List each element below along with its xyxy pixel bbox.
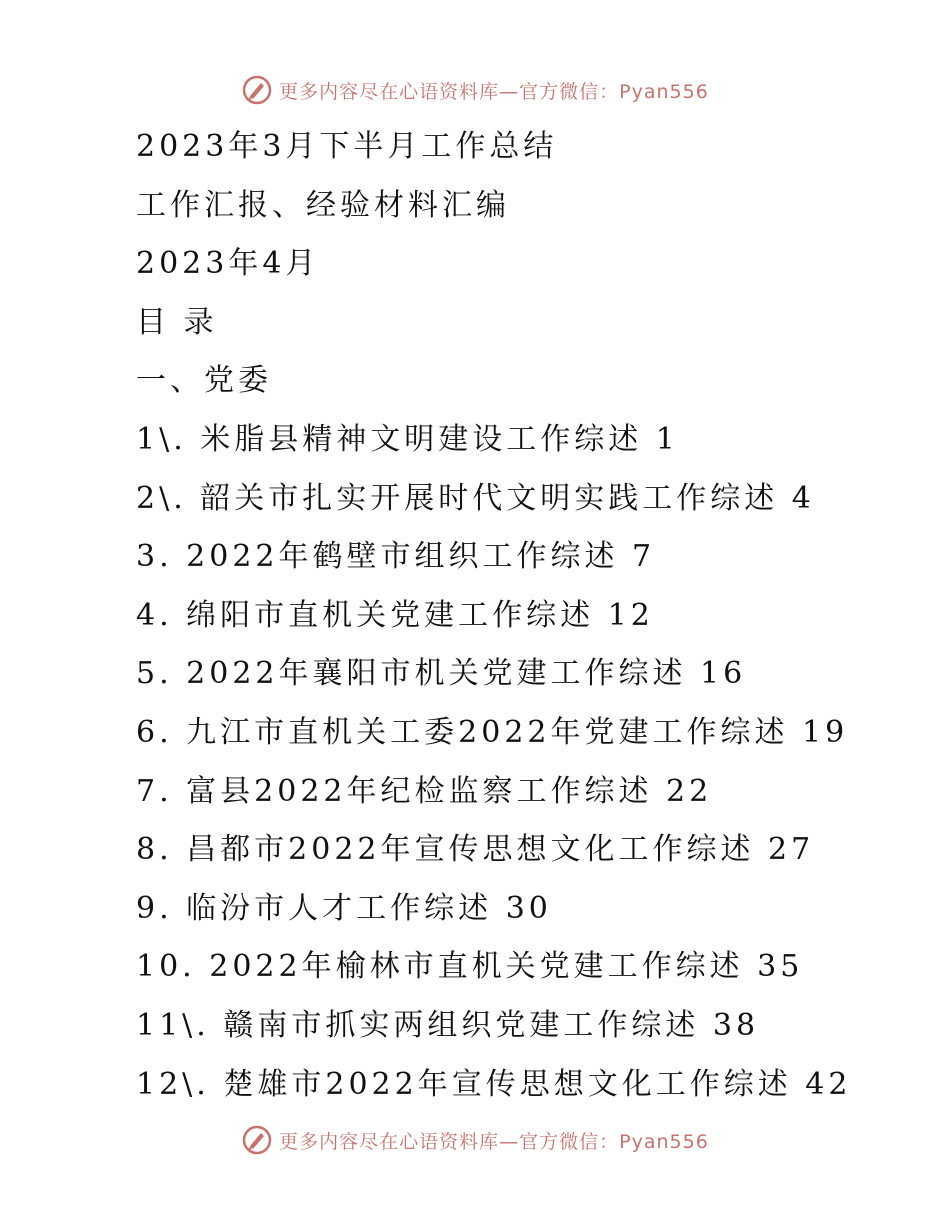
toc-entry: 12\. 楚雄市2022年宣传思想文化工作综述 42 [136, 1066, 852, 1102]
toc-entry: 5. 2022年襄阳市机关党建工作综述 16 [136, 656, 747, 692]
toc-entry: 2\. 韶关市扎实开展时代文明实践工作综述 4 [136, 480, 815, 516]
toc-entry: 3. 2022年鹤壁市组织工作综述 7 [136, 539, 656, 575]
toc-entry: 9. 临汾市人才工作综述 30 [136, 890, 552, 926]
pen-seal-logo-icon [241, 74, 273, 106]
toc-entry: 8. 昌都市2022年宣传思想文化工作综述 27 [136, 832, 815, 868]
toc-entry: 6. 九江市直机关工委2022年党建工作综述 19 [136, 714, 849, 750]
header-watermark-banner [0, 70, 950, 110]
section-heading: 一、党委 [136, 363, 272, 399]
watermark-text: 更多内容尽在心语资料库—官方微信：Pyan556 [279, 1130, 709, 1153]
document-subtitle: 工作汇报、经验材料汇编 [136, 187, 510, 223]
document-date: 2023年4月 [136, 246, 320, 282]
document-title: 2023年3月下半月工作总结 [136, 129, 558, 164]
toc-entry: 1\. 米脂县精神文明建设工作综述 1 [136, 421, 679, 457]
toc-entry: 7. 富县2022年纪检监察工作综述 22 [136, 773, 713, 809]
toc-heading: 目 录 [136, 304, 218, 340]
pen-seal-logo-icon [241, 1124, 273, 1156]
toc-entry: 10. 2022年榆林市直机关党建工作综述 35 [136, 949, 804, 985]
watermark-text: 更多内容尽在心语资料库—官方微信：Pyan556 [279, 80, 709, 103]
footer-watermark-banner [0, 1120, 950, 1160]
document-body [136, 118, 916, 1114]
toc-entry: 11\. 赣南市抓实两组织党建工作综述 38 [136, 1007, 760, 1043]
toc-entry: 4. 绵阳市直机关党建工作综述 12 [136, 597, 654, 633]
